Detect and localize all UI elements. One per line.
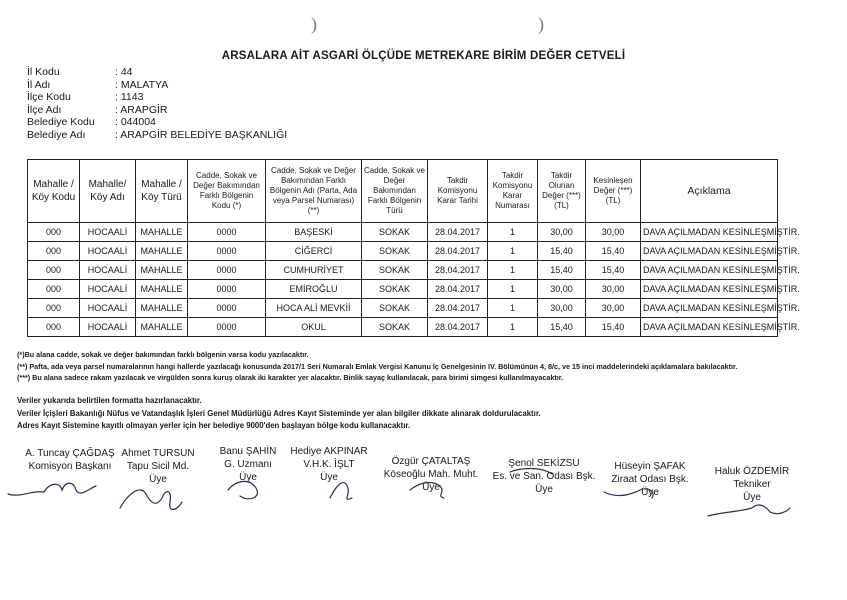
table-cell: DAVA AÇILMADAN KESİNLEŞMİŞTİR.: [641, 223, 778, 242]
signatory-name: A. Tuncay ÇAĞDAŞ: [25, 448, 115, 459]
table-cell: SOKAK: [362, 318, 428, 337]
table-cell: MAHALLE: [136, 261, 188, 280]
table-cell: HOCAALİ: [80, 280, 136, 299]
table-cell: 15,40: [586, 318, 641, 337]
table-cell: 28.04.2017: [428, 318, 488, 337]
table-cell: 28.04.2017: [428, 242, 488, 261]
signatory-title: G. Uzmanı: [224, 459, 272, 470]
column-header: Mahalle/ Köy Adı: [80, 160, 136, 223]
table-cell: 0000: [188, 242, 266, 261]
table-cell: HOCAALİ: [80, 318, 136, 337]
info-label: İl Kodu: [27, 66, 60, 78]
info-label: Belediye Adı: [27, 128, 86, 141]
info-value: : MALATYA: [115, 78, 169, 91]
table-cell: 1: [488, 299, 538, 318]
table-cell: OKUL: [266, 318, 362, 337]
table-cell: 1: [488, 280, 538, 299]
instruction-line: Veriler İçişleri Bakanlığı Nüfus ve Vatandaşlık İşleri Genel Müdürlüğü Adres Kayıt Sisteminde yer alan bilgiler dikkate alınarak doldurulacaktır.: [17, 408, 541, 418]
table-cell: 15,40: [586, 242, 641, 261]
table-cell: DAVA AÇILMADAN KESİNLEŞMİŞTİR.: [641, 280, 778, 299]
table-header-row: [28, 160, 778, 223]
table-cell: 0000: [188, 318, 266, 337]
table-cell: 000: [28, 299, 80, 318]
info-row-ilce-kodu: [27, 91, 287, 104]
column-header: Cadde, Sokak ve Değer Bakımından Farklı Bölgenin Adı (Parta, Ada veya Parsel Numarası)(**): [266, 160, 362, 223]
table-row: [28, 242, 778, 261]
info-row-belediye-kodu: [27, 116, 287, 129]
signature-scribble-3: [228, 481, 257, 498]
table-cell: 000: [28, 280, 80, 299]
table-cell: SOKAK: [362, 261, 428, 280]
table-cell: SOKAK: [362, 280, 428, 299]
signatory-title: Komisyon Başkanı: [28, 461, 112, 472]
instructions: [17, 395, 541, 433]
signatory-name: Hediye AKPINAR: [290, 446, 368, 457]
municipality-info: [27, 66, 287, 141]
scan-mark-right: ): [538, 14, 544, 34]
table-cell: 28.04.2017: [428, 223, 488, 242]
footnotes: [17, 349, 737, 384]
signatory-title: Tapu Sicil Md.: [126, 461, 190, 472]
column-header: Açıklama: [641, 160, 778, 223]
table-cell: MAHALLE: [136, 280, 188, 299]
table-cell: SOKAK: [362, 299, 428, 318]
table-cell: SOKAK: [362, 223, 428, 242]
signatory-title: Es. ve San. Odası Bşk.: [492, 471, 596, 482]
table-cell: HOCAALİ: [80, 223, 136, 242]
table-row: [28, 318, 778, 337]
column-header: Mahalle / Köy Türü: [136, 160, 188, 223]
footnote: (***) Bu alana sadece rakam yazılacak ve virgülden sonra kuruş olarak iki karakter yer alacaktır. Binlik sayaç kullanılacak, para birimi simgesi kullanılmayacaktır.: [17, 373, 564, 382]
table-cell: 0000: [188, 299, 266, 318]
signature-scribble-7: [604, 489, 653, 498]
info-label: Belediye Kodu: [27, 116, 95, 128]
info-value: : ARAPGİR: [115, 103, 168, 116]
table-cell: 0000: [188, 280, 266, 299]
table-cell: CUMHURİYET: [266, 261, 362, 280]
signatory-role: Üye: [239, 472, 257, 483]
table-cell: 0000: [188, 261, 266, 280]
info-value: : 1143: [115, 91, 144, 103]
signatory-role: Üye: [743, 492, 761, 503]
signature-scribble-4: [330, 483, 352, 500]
signatory-title: Tekniker: [733, 479, 771, 490]
table-cell: DAVA AÇILMADAN KESİNLEŞMİŞTİR.: [641, 318, 778, 337]
unit-value-table: [27, 159, 800, 337]
column-header: Cadde, Sokak ve Değer Bakımından Farklı Bölgenin Türü: [362, 160, 428, 223]
table-cell: 000: [28, 242, 80, 261]
signature-scribble-2: [120, 490, 182, 510]
signatory-name: Şenol SEKİZSU: [508, 458, 580, 469]
signatory-role: Üye: [149, 474, 167, 485]
table-cell: 15,40: [538, 242, 586, 261]
column-header: Mahalle / Köy Kodu: [28, 160, 80, 223]
table-cell: 000: [28, 261, 80, 280]
table-cell: 30,00: [538, 280, 586, 299]
instruction-line: Adres Kayıt Sistemine kayıtlı olmayan yerler için her belediye 9000'den başlayan bölge kodu kullanacaktır.: [17, 421, 411, 430]
table-cell: 1: [488, 223, 538, 242]
table-row: [28, 299, 778, 318]
table-cell: 28.04.2017: [428, 280, 488, 299]
info-label: İlçe Adı: [27, 103, 62, 116]
signatory-name: Haluk ÖZDEMİR: [714, 466, 790, 477]
table-cell: HOCAALİ: [80, 299, 136, 318]
info-label: İlçe Kodu: [27, 91, 71, 103]
table-cell: 1: [488, 318, 538, 337]
table-cell: 30,00: [586, 280, 641, 299]
table-cell: DAVA AÇILMADAN KESİNLEŞMİŞTİR.: [641, 261, 778, 280]
table-cell: 30,00: [586, 223, 641, 242]
table-cell: MAHALLE: [136, 318, 188, 337]
signature-scribble-5: [410, 483, 444, 498]
table-cell: HOCAALİ: [80, 242, 136, 261]
scan-mark-left: ): [311, 14, 317, 34]
column-header: Takdir Komisyonu Karar Numarası: [488, 160, 538, 223]
info-row-ilce-adi: [27, 104, 287, 117]
table-cell: 000: [28, 318, 80, 337]
column-header: Kesinleşen Değer (***) (TL): [586, 160, 641, 223]
table-cell: EMİROĞLU: [266, 280, 362, 299]
info-label: İl Adı: [27, 78, 51, 91]
table-cell: MAHALLE: [136, 223, 188, 242]
signatory-name: Ahmet TURSUN: [121, 448, 195, 459]
table-cell: 1: [488, 242, 538, 261]
signatory-role: Üye: [641, 487, 659, 498]
table-cell: HOCA ALİ MEVKİİ: [266, 299, 362, 318]
table-row: [28, 280, 778, 299]
signatory-name: Banu ŞAHİN: [219, 446, 277, 457]
table-row: [28, 223, 778, 242]
signatory-title: Ziraat Odası Bşk.: [611, 474, 689, 485]
footnote: (**) Pafta, ada veya parsel numaralarının hangi hallerde yazılacağı konusunda 2017/1 Seri Numaralı Emlak Vergisi Kanunu İç Genelgesinin IV. Bölümünün 4, 8/c, ve 15 inci maddelerindeki açıklamalara bakılacaktır.: [17, 361, 738, 371]
table-cell: MAHALLE: [136, 299, 188, 318]
table-cell: 28.04.2017: [428, 261, 488, 280]
info-row-il-adi: [27, 79, 287, 92]
signatory-role: Üye: [422, 482, 440, 493]
signatory-title: Köseoğlu Mah. Muht.: [383, 469, 479, 480]
table-cell: 1: [488, 261, 538, 280]
table-cell: HOCAALİ: [80, 261, 136, 280]
signature-scribble-6: [510, 469, 552, 475]
footnote: (*)Bu alana cadde, sokak ve değer bakımından farklı bölgenin varsa kodu yazılacaktır.: [17, 350, 309, 359]
table-cell: 000: [28, 223, 80, 242]
instruction-line: Veriler yukarıda belirtilen formatta hazırlanacaktır.: [17, 396, 202, 405]
signatory-name: Hüseyin ŞAFAK: [614, 461, 686, 472]
signatory-role: Üye: [535, 484, 553, 495]
signatory-role: Üye: [320, 472, 338, 483]
info-row-il-kodu: [27, 66, 287, 79]
signatory-name: Özgür ÇATALTAŞ: [391, 456, 471, 467]
table-cell: DAVA AÇILMADAN KESİNLEŞMİŞTİR.: [641, 242, 778, 261]
table-cell: CİĞERCİ: [266, 242, 362, 261]
table-cell: 30,00: [538, 223, 586, 242]
info-value: : ARAPGİR BELEDİYE BAŞKANLIĞI: [115, 128, 288, 141]
signature-scribble-1: [8, 483, 96, 495]
table-cell: 15,40: [538, 318, 586, 337]
table-cell: 15,40: [538, 261, 586, 280]
table-cell: MAHALLE: [136, 242, 188, 261]
table-cell: 30,00: [538, 299, 586, 318]
column-header: Takdir Olunan Değer (***) (TL): [538, 160, 586, 223]
info-value: : 44: [115, 66, 133, 78]
info-row-belediye-adi: [27, 129, 287, 142]
table-cell: 30,00: [586, 299, 641, 318]
table-cell: BAŞESKİ: [266, 223, 362, 242]
signature-scribble-8: [708, 505, 790, 516]
table-cell: SOKAK: [362, 242, 428, 261]
table-cell: DAVA AÇILMADAN KESİNLEŞMİŞTİR.: [641, 299, 778, 318]
table-cell: 15,40: [586, 261, 641, 280]
table-cell: 28.04.2017: [428, 299, 488, 318]
handwritten-signatures: [0, 468, 847, 528]
document-title: ARSALARA AİT ASGARİ ÖLÇÜDE METREKARE BİRİM DEĞER CETVELİ: [221, 50, 626, 62]
column-header: Cadde, Sokak ve Değer Bakımından Farklı Bölgenin Kodu (*): [188, 160, 266, 223]
table-cell: 0000: [188, 223, 266, 242]
signatory-title: V.H.K. İŞLT: [303, 459, 355, 470]
column-header: Takdir Komisyonu Karar Tarihi: [428, 160, 488, 223]
info-value: : 044004: [115, 116, 156, 128]
table-row: [28, 261, 778, 280]
